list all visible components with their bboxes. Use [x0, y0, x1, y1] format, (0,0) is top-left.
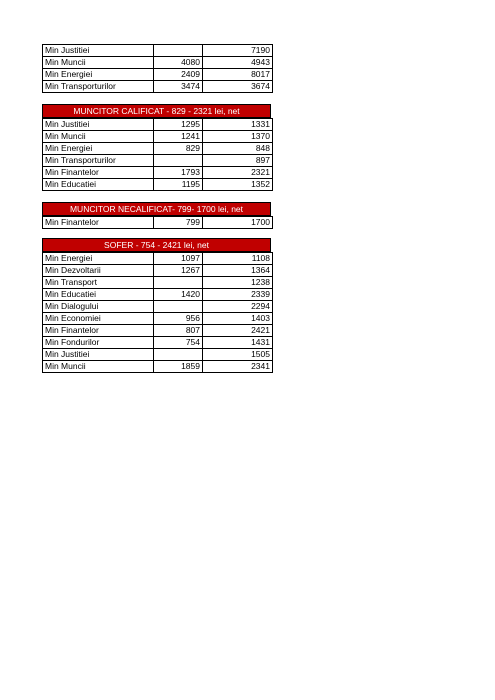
table-row	[43, 179, 273, 191]
ministry-name: Min Muncii	[43, 361, 154, 373]
salary-min: 956	[154, 313, 203, 325]
salary-max: 7190	[203, 45, 273, 57]
salary-min: 829	[154, 143, 203, 155]
salary-max: 4943	[203, 57, 273, 69]
ministry-name: Min Fondurilor	[43, 337, 154, 349]
ministry-name: Min Finantelor	[43, 325, 154, 337]
table-row	[43, 167, 273, 179]
salary-min	[154, 277, 203, 289]
table-row	[43, 57, 273, 69]
ministry-name: Min Justitiei	[43, 45, 154, 57]
salary-max: 8017	[203, 69, 273, 81]
salary-max: 1370	[203, 131, 273, 143]
salary-max: 1431	[203, 337, 273, 349]
table-row	[43, 265, 273, 277]
ministry-name: Min Muncii	[43, 57, 154, 69]
ministry-name: Min Energiei	[43, 143, 154, 155]
table-row	[43, 325, 273, 337]
salary-table-1	[42, 44, 271, 93]
ministry-name: Min Dialogului	[43, 301, 154, 313]
ministry-name: Min Economiei	[43, 313, 154, 325]
salary-min: 754	[154, 337, 203, 349]
salary-max: 848	[203, 143, 273, 155]
table-row	[43, 313, 273, 325]
salary-min: 2409	[154, 69, 203, 81]
salary-max: 1238	[203, 277, 273, 289]
ministry-name: Min Educatiei	[43, 179, 154, 191]
table-row	[43, 289, 273, 301]
salary-max: 2321	[203, 167, 273, 179]
ministry-name: Min Justitiei	[43, 119, 154, 131]
ministry-name: Min Energiei	[43, 253, 154, 265]
salary-min: 1267	[154, 265, 203, 277]
table-row	[43, 81, 273, 93]
table-row	[43, 69, 273, 81]
ministry-name: Min Justitiei	[43, 349, 154, 361]
ministry-name: Min Transporturilor	[43, 81, 154, 93]
table-row	[43, 155, 273, 167]
salary-max: 2339	[203, 289, 273, 301]
salary-max: 2294	[203, 301, 273, 313]
salary-table-2	[42, 104, 271, 191]
table-row	[43, 119, 273, 131]
salary-min: 3474	[154, 81, 203, 93]
salary-max: 1364	[203, 265, 273, 277]
table-row	[43, 131, 273, 143]
salary-min: 1295	[154, 119, 203, 131]
salary-min	[154, 45, 203, 57]
salary-min: 1241	[154, 131, 203, 143]
ministry-name: Min Muncii	[43, 131, 154, 143]
salary-min: 807	[154, 325, 203, 337]
salary-max: 1108	[203, 253, 273, 265]
salary-max: 2421	[203, 325, 273, 337]
salary-max: 1331	[203, 119, 273, 131]
salary-min: 1195	[154, 179, 203, 191]
salary-min: 1859	[154, 361, 203, 373]
salary-min: 1420	[154, 289, 203, 301]
table-row	[43, 143, 273, 155]
table-row	[43, 253, 273, 265]
salary-max: 2341	[203, 361, 273, 373]
ministry-name: Min Finantelor	[43, 167, 154, 179]
salary-max: 1403	[203, 313, 273, 325]
ministry-name: Min Educatiei	[43, 289, 154, 301]
ministry-name: Min Dezvoltarii	[43, 265, 154, 277]
salary-max: 1700	[203, 217, 273, 229]
table-row	[43, 301, 273, 313]
table-row	[43, 277, 273, 289]
section-header: MUNCITOR NECALIFICAT- 799- 1700 lei, net	[42, 202, 271, 216]
table-row	[43, 217, 273, 229]
salary-table-3	[42, 202, 271, 229]
table-row	[43, 361, 273, 373]
salary-max: 1505	[203, 349, 273, 361]
salary-min	[154, 301, 203, 313]
salary-min	[154, 349, 203, 361]
section-header: SOFER - 754 - 2421 lei, net	[42, 238, 271, 252]
salary-table-4	[42, 238, 271, 373]
ministry-name: Min Finantelor	[43, 217, 154, 229]
table-row	[43, 337, 273, 349]
section-header: MUNCITOR CALIFICAT - 829 - 2321 lei, net	[42, 104, 271, 118]
ministry-name: Min Transport	[43, 277, 154, 289]
salary-min: 4080	[154, 57, 203, 69]
salary-max: 897	[203, 155, 273, 167]
salary-min	[154, 155, 203, 167]
salary-max: 1352	[203, 179, 273, 191]
salary-max: 3674	[203, 81, 273, 93]
salary-min: 1097	[154, 253, 203, 265]
salary-min: 1793	[154, 167, 203, 179]
ministry-name: Min Transporturilor	[43, 155, 154, 167]
ministry-name: Min Energiei	[43, 69, 154, 81]
salary-min: 799	[154, 217, 203, 229]
table-row	[43, 349, 273, 361]
table-row	[43, 45, 273, 57]
